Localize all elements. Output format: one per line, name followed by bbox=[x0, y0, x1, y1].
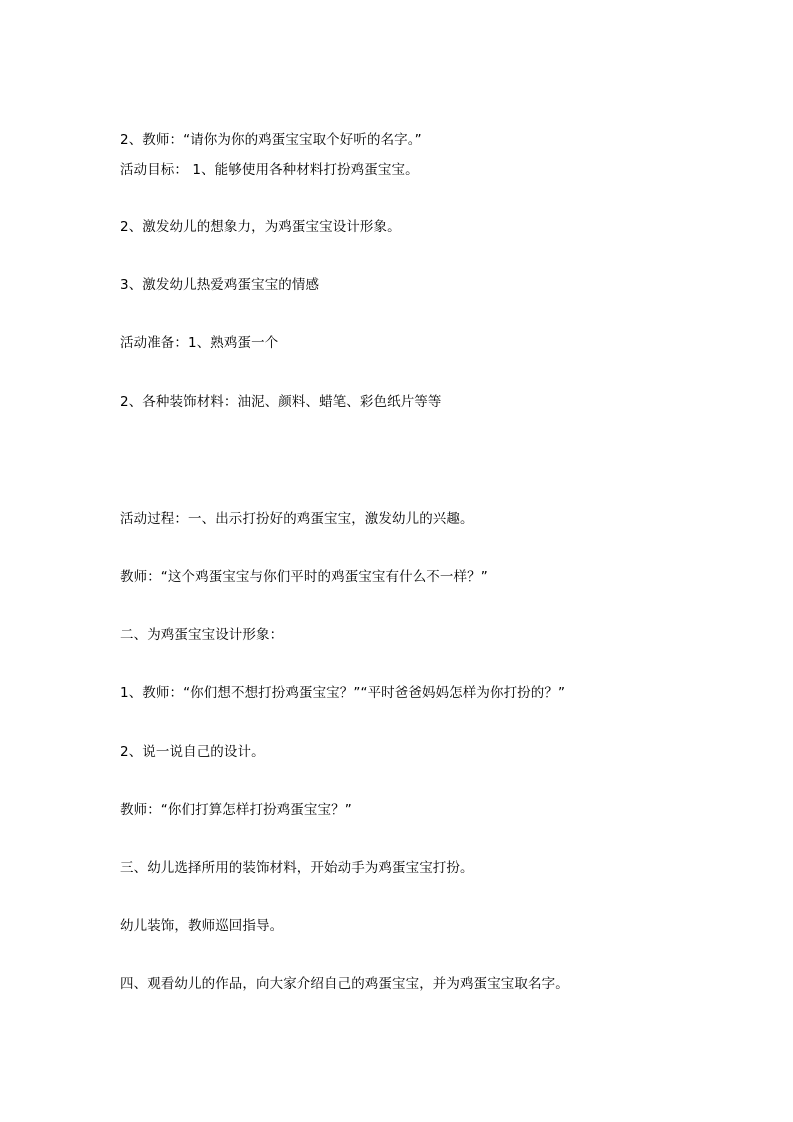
paragraph-line: 教师：“你们打算怎样打扮鸡蛋宝宝？” bbox=[120, 802, 352, 818]
paragraph-line: 2、各种装饰材料：油泥、颜料、蜡笔、彩色纸片等等 bbox=[120, 394, 442, 410]
paragraph-line: 四、观看幼儿的作品，向大家介绍自己的鸡蛋宝宝，并为鸡蛋宝宝取名字。 bbox=[120, 976, 569, 992]
paragraph-line: 活动过程：一、出示打扮好的鸡蛋宝宝，激发幼儿的兴趣。 bbox=[120, 511, 474, 527]
paragraph-line: 2、激发幼儿的想象力，为鸡蛋宝宝设计形象。 bbox=[120, 219, 401, 235]
paragraph-line: 三、幼儿选择所用的装饰材料，开始动手为鸡蛋宝宝打扮。 bbox=[120, 860, 474, 876]
paragraph-line: 二、为鸡蛋宝宝设计形象： bbox=[120, 627, 284, 643]
paragraph-line: 3、激发幼儿热爱鸡蛋宝宝的情感 bbox=[120, 277, 320, 293]
paragraph-line: 活动准备：1、熟鸡蛋一个 bbox=[120, 335, 279, 351]
paragraph-line: 活动目标： 1、能够使用各种材料打扮鸡蛋宝宝。 bbox=[120, 162, 419, 178]
paragraph-line: 2、说一说自己的设计。 bbox=[120, 744, 265, 760]
paragraph-line: 2、教师：“请你为你的鸡蛋宝宝取个好听的名字。” bbox=[120, 132, 422, 148]
paragraph-line: 教师：“这个鸡蛋宝宝与你们平时的鸡蛋宝宝有什么不一样？” bbox=[120, 569, 488, 585]
paragraph-line: 幼儿装饰，教师巡回指导。 bbox=[120, 918, 284, 934]
paragraph-line: 1、教师：“你们想不想打扮鸡蛋宝宝？”“平时爸爸妈妈怎样为你打扮的？” bbox=[120, 685, 566, 701]
